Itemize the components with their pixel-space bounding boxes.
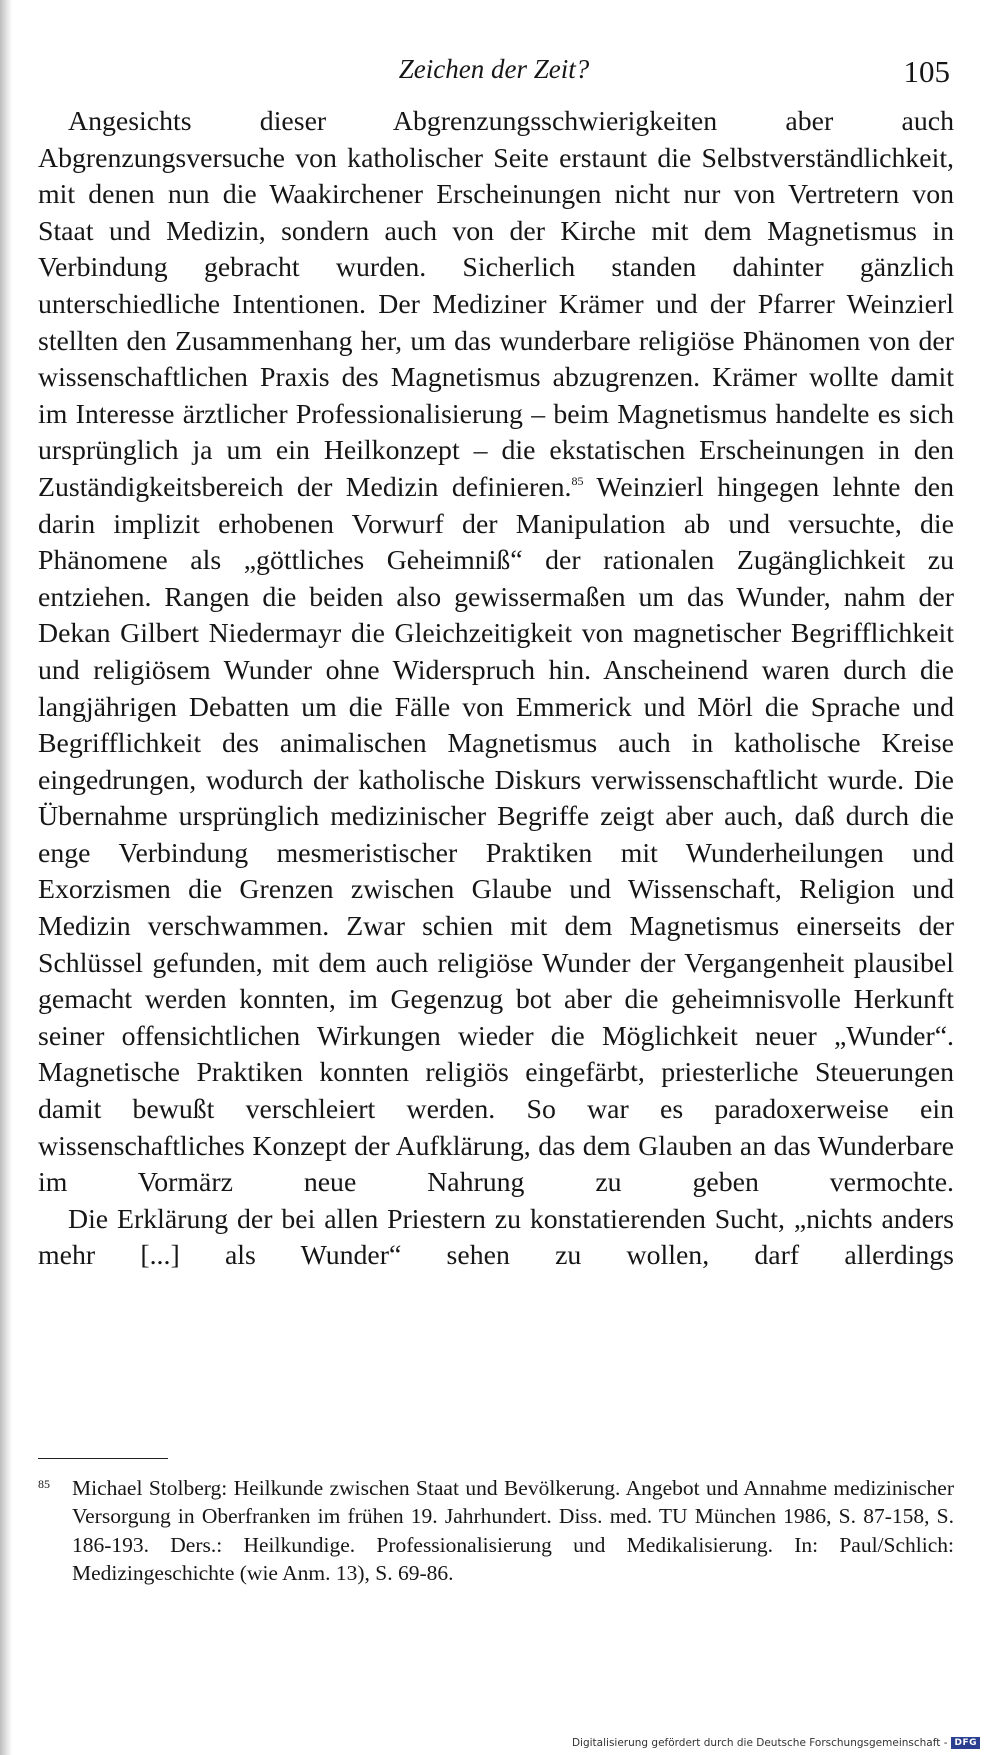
running-title: Zeichen der Zeit? (398, 54, 590, 84)
body-text (38, 104, 954, 1275)
footnote-separator (38, 1458, 168, 1459)
paragraph-1-part-1: Angesichts dieser Abgrenzungsschwierigkeiten aber auch Abgrenzungsversuche von katholischer Seite erstaunt die Selbstverständlichkeit, mit denen nun die Waakirchener Erscheinungen nicht nur von Vertretern von Staat und Medizin, sondern auch von der Kirche mit dem Magnetismus in Verbindung gebracht wurden. Sicherlich standen dahinter gänzlich unterschiedliche Intentionen. Der Mediziner Krämer und der Pfarrer Weinzierl stellten den Zusammenhang her, um das wunderbare religiöse Phänomen von der wissenschaftlichen Praxis des Magnetismus abzugrenzen. Krämer wollte damit im Interesse ärztlicher Professionalisierung – beim Magnetismus handelte es sich ursprünglich ja um ein Heilkonzept – die ekstatischen Erscheinungen in den Zuständigkeitsbereich der Medizin definieren. (38, 106, 954, 503)
paragraph-2: Die Erklärung der bei allen Priestern zu konstatierenden Sucht, „nichts anders mehr [...] als Wunder“ sehen zu wollen, darf allerdings (38, 1203, 954, 1272)
dfg-logo: DFG (951, 1737, 980, 1749)
paragraph-1-part-2: Weinzierl hingegen lehnte den darin implizit erhobenen Vorwurf der Manipulation ab und versuchte, die Phänomene als „göttliches Geheimniß“ der rationalen Zugänglichkeit zu entziehen. Rangen die beiden also gewissermaßen um das Wunder, nahm der Dekan Gilbert Niedermayr die Gleichzeitigkeit von magnetischer Begrifflichkeit und religiösem Wunder ohne Widerspruch hin. Anscheinend waren durch die langjährigen Debatten um die Fälle von Emmerick und Mörl die Sprache und Begrifflichkeit des animalischen Magnetismus auch in katholische Kreise eingedrungen, wodurch der katholische Diskurs verwissenschaftlicht wurde. Die Übernahme ursprünglich medizinischer Begriffe zeigt aber auch, daß durch die enge Verbindung mesmeristischer Praktiken mit Wunderheilungen und Exorzismen die Grenzen zwischen Glaube und Wissenschaft, Religion und Medizin verschwammen. Zwar schien mit dem Magnetismus einerseits der Schlüssel gefunden, mit dem auch religiöse Wunder der Vergangenheit plausibel gemacht werden konnten, im Gegenzug bot aber die geheimnisvolle Herkunft seiner offensichtlichen Wirkungen wieder die Möglichkeit neuer „Wunder“. Magnetische Praktiken konnten religiös eingefärbt, priesterliche Steuerungen damit bewußt verschleiert werden. So war es paradoxerweise ein wissenschaftliches Konzept der Aufklärung, das dem Glauben an das Wunderbare im Vormärz neue Nahrung zu geben vermochte. (38, 471, 954, 1199)
page-number: 105 (903, 54, 950, 89)
paragraph-1 (38, 104, 954, 1202)
credit-text: Digitalisierung gefördert durch die Deutsche Forschungsgemeinschaft - (571, 1737, 948, 1749)
footnote-number: 85 (38, 1477, 50, 1491)
footnote (38, 1474, 954, 1588)
running-head (38, 52, 950, 92)
footnote-text: Michael Stolberg: Heilkunde zwischen Staat und Bevölkerung. Angebot und Annahme medizinischer Versorgung in Oberfranken im frühen 19. Jahrhundert. Diss. med. TU München 1986, S. 87-158, S. 186-193. Ders.: Heilkundige. Professionalisierung und Medikalisierung. In: Paul/Schlich: Medizingeschichte (wie Anm. 13), S. 69-86. (72, 1476, 954, 1586)
footnote-reference: 85 (571, 473, 584, 488)
digitization-credit (572, 1737, 980, 1749)
